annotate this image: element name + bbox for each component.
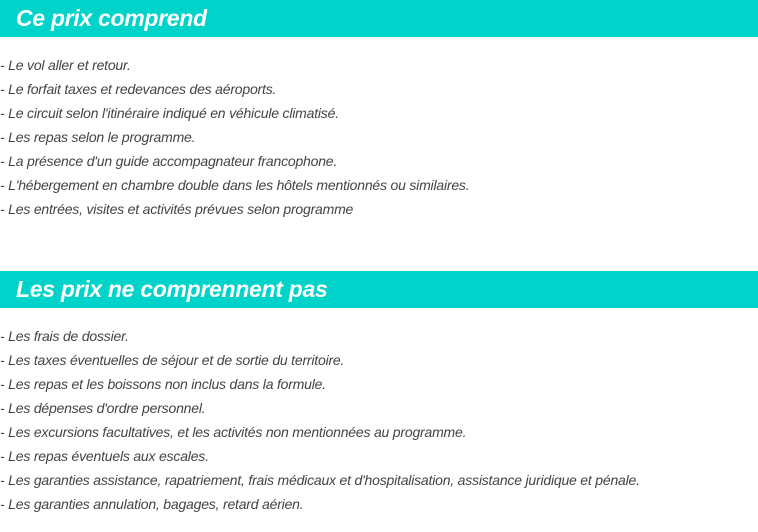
list-item: - Le forfait taxes et redevances des aéroports. [0,81,277,97]
list-item: - Les repas et les boissons non inclus dans la formule. [0,376,326,392]
included-heading: Ce prix comprend [0,0,758,37]
list-item: - Les repas selon le programme. [0,129,196,145]
list-item: - Les repas éventuels aux escales. [0,448,209,464]
included-list [0,53,469,221]
list-item: - Les frais de dossier. [0,328,129,344]
excluded-heading: Les prix ne comprennent pas [0,271,758,308]
list-item: - Les entrées, visites et activités prévues selon programme [0,201,354,217]
list-item: - Les taxes éventuelles de séjour et de sortie du territoire. [0,352,345,368]
list-item: - Le circuit selon l'itinéraire indiqué en véhicule climatisé. [0,105,339,121]
excluded-list [0,324,640,516]
list-item: - Les garanties annulation, bagages, retard aérien. [0,496,304,512]
list-item: - La présence d'un guide accompagnateur francophone. [0,153,338,169]
list-item: - Le vol aller et retour. [0,57,131,73]
list-item: - Les dépenses d'ordre personnel. [0,400,206,416]
list-item: - L'hébergement en chambre double dans les hôtels mentionnés ou similaires. [0,177,470,193]
list-item: - Les garanties assistance, rapatriement, frais médicaux et d'hospitalisation, assistance juridique et pénale. [0,472,640,488]
list-item: - Les excursions facultatives, et les activités non mentionnées au programme. [0,424,467,440]
